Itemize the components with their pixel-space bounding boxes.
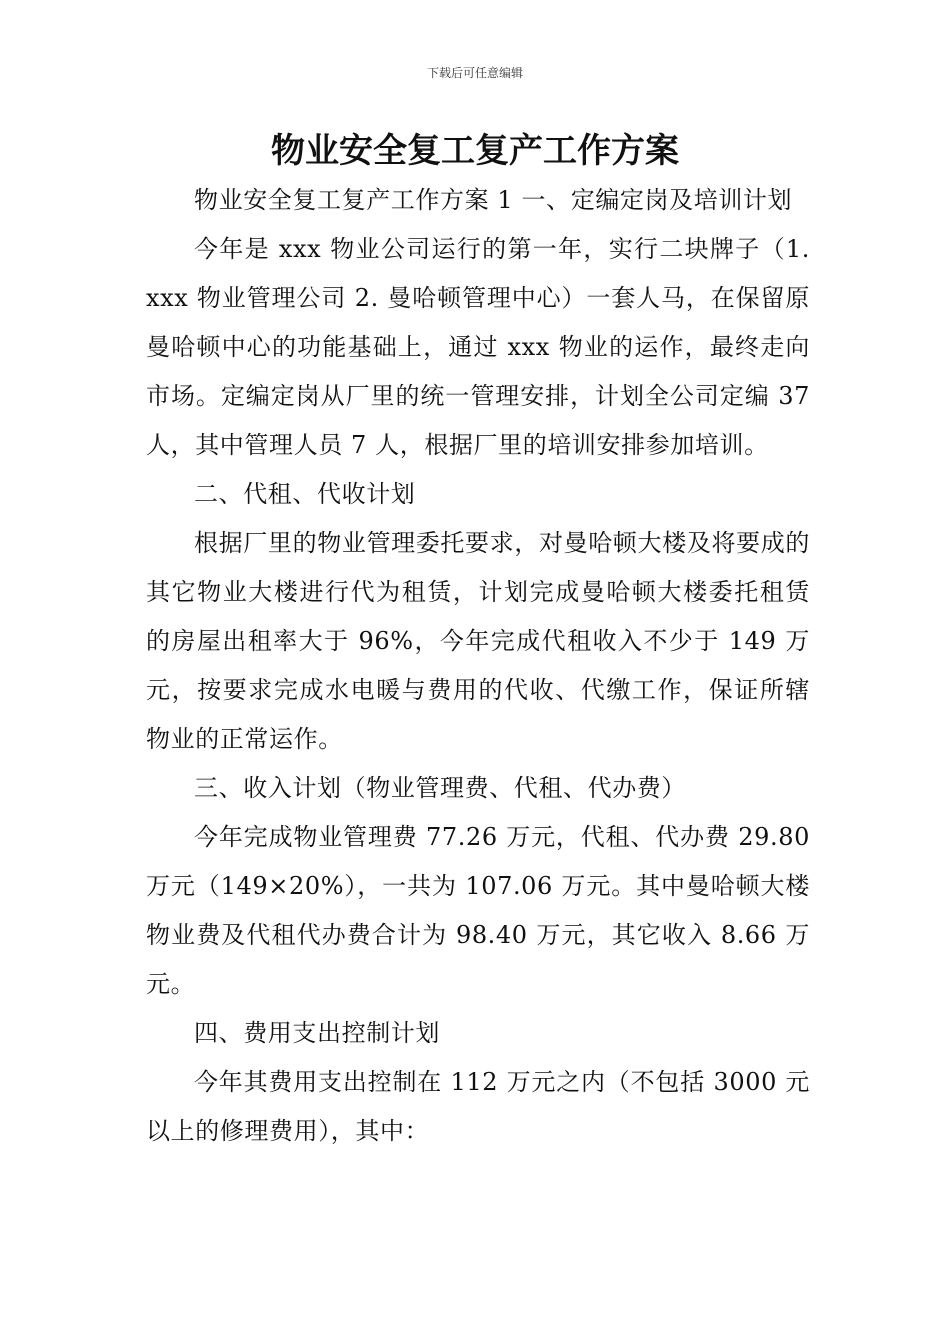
paragraph-rental: 根据厂里的物业管理委托要求，对曼哈顿大楼及将要成的其它物业大楼进行代为租赁，计划完成曼哈顿大楼委托租赁的房屋出租率大于 96%，今年完成代租收入不少于 149 万元，按要求完成水电暖与费用的代收、代缴工作，保证所辖物业的正常运作。 bbox=[146, 529, 810, 753]
paragraph-income: 今年完成物业管理费 77.26 万元，代租、代办费 29.80 万元（149×20%），一共为 107.06 万元。其中曼哈顿大楼物业费及代租代办费合计为 98.40 万元，其它收入 8.66 万元。 bbox=[146, 823, 810, 998]
paragraph-intro: 物业安全复工复产工作方案 1 一、定编定岗及培训计划 bbox=[194, 186, 793, 214]
paragraph-staffing: 今年是 xxx 物业公司运行的第一年，实行二块牌子（1. xxx 物业管理公司 2. 曼哈顿管理中心）一套人马，在保留原曼哈顿中心的功能基础上，通过 xxx 物业的运作，最终走向市场。定编定岗从厂里的统一管理安排，计划全公司定编 37 人，其中管理人员 7 人，根据厂里的培训安排参加培训。 bbox=[146, 235, 810, 459]
download-note: 下载后可任意编辑 bbox=[426, 66, 523, 80]
document-body bbox=[146, 176, 810, 1156]
section-heading-expense: 四、费用支出控制计划 bbox=[194, 1019, 440, 1047]
section-heading-rental: 二、代租、代收计划 bbox=[194, 480, 416, 508]
section-heading-income: 三、收入计划（物业管理费、代租、代办费） bbox=[194, 774, 686, 802]
paragraph-expense: 今年其费用支出控制在 112 万元之内（不包括 3000 元以上的修理费用），其中： bbox=[146, 1068, 810, 1145]
document-title: 物业安全复工复产工作方案 bbox=[271, 131, 679, 171]
